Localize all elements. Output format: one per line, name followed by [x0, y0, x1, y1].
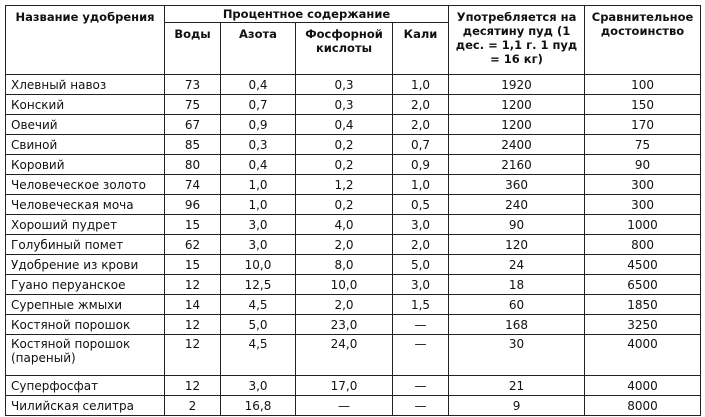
phosphoric-value: 10,0 — [296, 275, 393, 295]
potash-value: 3,0 — [393, 275, 449, 295]
potash-value: — — [393, 315, 449, 335]
merit-value: 170 — [585, 115, 701, 135]
fertilizer-name: Конский — [6, 95, 165, 115]
usage-value: 168 — [449, 315, 585, 335]
phosphoric-value: 8,0 — [296, 255, 393, 275]
fertilizer-name: Хлевный навоз — [6, 75, 165, 95]
usage-value: 2160 — [449, 155, 585, 175]
potash-value: 1,5 — [393, 295, 449, 315]
header-phosphoric: Фосфорной кислоты — [296, 23, 393, 75]
table-row — [6, 335, 701, 376]
potash-value: 5,0 — [393, 255, 449, 275]
merit-value: 8000 — [585, 396, 701, 416]
table-row — [6, 195, 701, 215]
phosphoric-value: 2,0 — [296, 235, 393, 255]
table-row — [6, 396, 701, 416]
water-value: 85 — [165, 135, 221, 155]
fertilizer-name: Овечий — [6, 115, 165, 135]
fertilizer-name: Костяной порошок — [6, 315, 165, 335]
nitrogen-value: 4,5 — [221, 335, 296, 376]
table-row — [6, 135, 701, 155]
phosphoric-value: 23,0 — [296, 315, 393, 335]
merit-value: 6500 — [585, 275, 701, 295]
table-row — [6, 275, 701, 295]
water-value: 73 — [165, 75, 221, 95]
fertilizer-table — [5, 5, 701, 416]
usage-value: 24 — [449, 255, 585, 275]
water-value: 15 — [165, 215, 221, 235]
phosphoric-value: 0,2 — [296, 135, 393, 155]
nitrogen-value: 16,8 — [221, 396, 296, 416]
potash-value: 3,0 — [393, 215, 449, 235]
header-name: Название удобрения — [6, 6, 165, 75]
table-row — [6, 215, 701, 235]
nitrogen-value: 12,5 — [221, 275, 296, 295]
potash-value: 0,9 — [393, 155, 449, 175]
merit-value: 75 — [585, 135, 701, 155]
water-value: 12 — [165, 376, 221, 396]
phosphoric-value: 0,3 — [296, 75, 393, 95]
usage-value: 1200 — [449, 95, 585, 115]
nitrogen-value: 0,3 — [221, 135, 296, 155]
phosphoric-value: 24,0 — [296, 335, 393, 376]
table-body — [6, 75, 701, 416]
nitrogen-value: 3,0 — [221, 235, 296, 255]
merit-value: 90 — [585, 155, 701, 175]
merit-value: 300 — [585, 195, 701, 215]
usage-value: 1200 — [449, 115, 585, 135]
usage-value: 18 — [449, 275, 585, 295]
header-merit: Сравнительное достоинство — [585, 6, 701, 75]
potash-value: 2,0 — [393, 95, 449, 115]
usage-value: 120 — [449, 235, 585, 255]
potash-value: 0,5 — [393, 195, 449, 215]
water-value: 67 — [165, 115, 221, 135]
fertilizer-name: Чилийская селитра — [6, 396, 165, 416]
phosphoric-value: 1,2 — [296, 175, 393, 195]
usage-value: 2400 — [449, 135, 585, 155]
merit-value: 4500 — [585, 255, 701, 275]
usage-value: 240 — [449, 195, 585, 215]
table-row — [6, 295, 701, 315]
fertilizer-name: Свиной — [6, 135, 165, 155]
potash-value: — — [393, 335, 449, 376]
nitrogen-value: 3,0 — [221, 376, 296, 396]
table-row — [6, 95, 701, 115]
phosphoric-value: 0,4 — [296, 115, 393, 135]
fertilizer-name: Человеческое золото — [6, 175, 165, 195]
merit-value: 100 — [585, 75, 701, 95]
nitrogen-value: 1,0 — [221, 195, 296, 215]
fertilizer-name: Хороший пудрет — [6, 215, 165, 235]
nitrogen-value: 0,9 — [221, 115, 296, 135]
fertilizer-name: Сурепные жмыхи — [6, 295, 165, 315]
fertilizer-name: Суперфосфат — [6, 376, 165, 396]
potash-value: 1,0 — [393, 75, 449, 95]
nitrogen-value: 0,7 — [221, 95, 296, 115]
merit-value: 4000 — [585, 335, 701, 376]
potash-value: 1,0 — [393, 175, 449, 195]
phosphoric-value: 0,2 — [296, 155, 393, 175]
potash-value: — — [393, 376, 449, 396]
fertilizer-name: Голубиный помет — [6, 235, 165, 255]
water-value: 80 — [165, 155, 221, 175]
potash-value: 0,7 — [393, 135, 449, 155]
nitrogen-value: 1,0 — [221, 175, 296, 195]
water-value: 15 — [165, 255, 221, 275]
fertilizer-name: Удобрение из крови — [6, 255, 165, 275]
merit-value: 300 — [585, 175, 701, 195]
water-value: 75 — [165, 95, 221, 115]
table-row — [6, 175, 701, 195]
table-row — [6, 376, 701, 396]
merit-value: 800 — [585, 235, 701, 255]
fertilizer-name: Коровий — [6, 155, 165, 175]
fertilizer-name: Человеческая моча — [6, 195, 165, 215]
usage-value: 360 — [449, 175, 585, 195]
phosphoric-value: 4,0 — [296, 215, 393, 235]
usage-value: 30 — [449, 335, 585, 376]
usage-value: 9 — [449, 396, 585, 416]
table-row — [6, 255, 701, 275]
nitrogen-value: 0,4 — [221, 75, 296, 95]
table-row — [6, 155, 701, 175]
fertilizer-name: Костяной порошок (пареный) — [6, 335, 165, 376]
water-value: 62 — [165, 235, 221, 255]
phosphoric-value: 2,0 — [296, 295, 393, 315]
header-nitrogen: Азота — [221, 23, 296, 75]
header-percent: Процентное содержание — [165, 6, 449, 23]
merit-value: 3250 — [585, 315, 701, 335]
water-value: 96 — [165, 195, 221, 215]
usage-value: 90 — [449, 215, 585, 235]
usage-value: 60 — [449, 295, 585, 315]
potash-value: 2,0 — [393, 235, 449, 255]
nitrogen-value: 4,5 — [221, 295, 296, 315]
nitrogen-value: 5,0 — [221, 315, 296, 335]
water-value: 12 — [165, 275, 221, 295]
water-value: 12 — [165, 315, 221, 335]
table-row — [6, 75, 701, 95]
water-value: 74 — [165, 175, 221, 195]
header-potash: Кали — [393, 23, 449, 75]
usage-value: 1920 — [449, 75, 585, 95]
merit-value: 4000 — [585, 376, 701, 396]
water-value: 14 — [165, 295, 221, 315]
table-row — [6, 315, 701, 335]
phosphoric-value: — — [296, 396, 393, 416]
nitrogen-value: 3,0 — [221, 215, 296, 235]
potash-value: 2,0 — [393, 115, 449, 135]
table-row — [6, 235, 701, 255]
header-water: Воды — [165, 23, 221, 75]
usage-value: 21 — [449, 376, 585, 396]
water-value: 12 — [165, 335, 221, 376]
phosphoric-value: 0,3 — [296, 95, 393, 115]
phosphoric-value: 0,2 — [296, 195, 393, 215]
water-value: 2 — [165, 396, 221, 416]
nitrogen-value: 0,4 — [221, 155, 296, 175]
merit-value: 1000 — [585, 215, 701, 235]
merit-value: 1850 — [585, 295, 701, 315]
nitrogen-value: 10,0 — [221, 255, 296, 275]
potash-value: — — [393, 396, 449, 416]
header-usage: Употребляется на десятину пуд (1 дес. = 1,1 г. 1 пуд = 16 кг) — [449, 6, 585, 75]
merit-value: 150 — [585, 95, 701, 115]
fertilizer-name: Гуано перуанское — [6, 275, 165, 295]
table-row — [6, 115, 701, 135]
phosphoric-value: 17,0 — [296, 376, 393, 396]
